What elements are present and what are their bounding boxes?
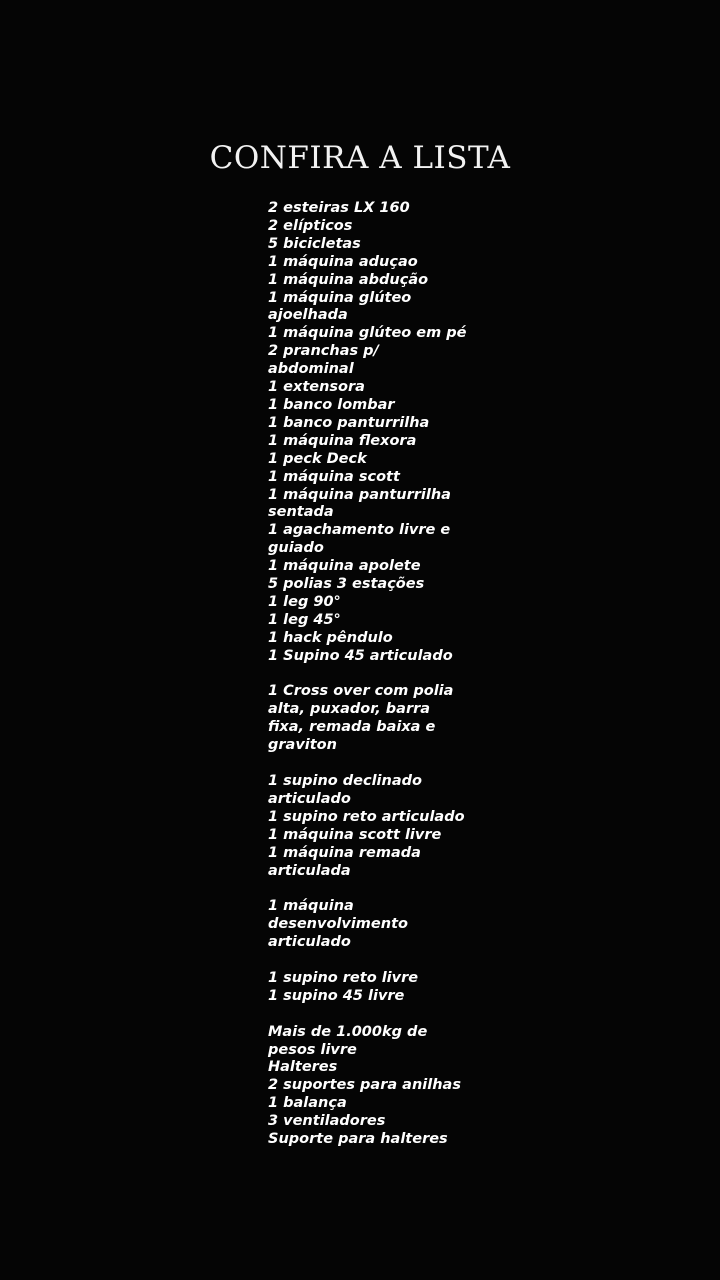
list-item: 1 máquina scott bbox=[268, 468, 400, 485]
list-item: 1 extensora bbox=[268, 379, 365, 396]
list-item: 1 leg 90° bbox=[268, 593, 341, 610]
list-item: 1 máquina abdução bbox=[268, 271, 429, 288]
list-item: 1 máquina scott livre bbox=[268, 826, 442, 843]
list-item: 1 banco lombar bbox=[268, 396, 395, 413]
list-item: 1 supino reto livre bbox=[268, 969, 419, 986]
list-item: 1 Cross over com polia alta, puxador, barra fixa, remada baixa e graviton bbox=[268, 683, 454, 754]
list-item: 1 supino reto articulado bbox=[268, 808, 465, 825]
list-item: 1 peck Deck bbox=[268, 450, 367, 467]
list-item: 1 leg 45° bbox=[268, 611, 341, 628]
list-item: 3 ventiladores bbox=[268, 1113, 386, 1130]
list-item: 2 suportes para anilhas bbox=[268, 1077, 461, 1094]
list-item: 1 máquina apolete bbox=[268, 558, 421, 575]
list-spacer bbox=[268, 880, 468, 898]
list-item: Suporte para halteres bbox=[268, 1131, 448, 1148]
list-item: 1 banco panturrilha bbox=[268, 414, 430, 431]
list-item: Mais de 1.000kg de pesos livre bbox=[268, 1023, 428, 1058]
list-item: 1 máquina remada articulada bbox=[268, 844, 421, 879]
list-item: 1 máquina aduçao bbox=[268, 253, 418, 270]
list-item: Halteres bbox=[268, 1059, 338, 1076]
list-spacer bbox=[268, 755, 468, 773]
page-title: CONFIRA A LISTA bbox=[209, 140, 511, 176]
list-item: 2 elípticos bbox=[268, 217, 353, 234]
equipment-list bbox=[268, 200, 468, 1149]
list-spacer bbox=[268, 952, 468, 970]
list-item: 1 supino 45 livre bbox=[268, 987, 405, 1004]
list-item: 2 pranchas p/ abdominal bbox=[268, 343, 379, 378]
list-item: 1 supino declinado articulado bbox=[268, 772, 422, 807]
list-item: 1 Supino 45 articulado bbox=[268, 647, 453, 664]
list-item: 5 bicicletas bbox=[268, 235, 361, 252]
list-item: 1 máquina flexora bbox=[268, 432, 417, 449]
list-item: 5 polias 3 estações bbox=[268, 576, 425, 593]
list-item: 1 balança bbox=[268, 1095, 347, 1112]
list-item: 1 agachamento livre e guiado bbox=[268, 522, 451, 557]
list-spacer bbox=[268, 1006, 468, 1024]
list-item: 1 máquina glúteo em pé bbox=[268, 325, 467, 342]
list-item: 1 hack pêndulo bbox=[268, 629, 393, 646]
list-spacer bbox=[268, 666, 468, 684]
list-item: 1 máquina panturrilha sentada bbox=[268, 486, 451, 521]
list-item: 1 máquina desenvolvimento articulado bbox=[268, 898, 408, 951]
list-item: 1 máquina glúteo ajoelhada bbox=[268, 289, 412, 324]
list-item: 2 esteiras LX 160 bbox=[268, 200, 410, 216]
